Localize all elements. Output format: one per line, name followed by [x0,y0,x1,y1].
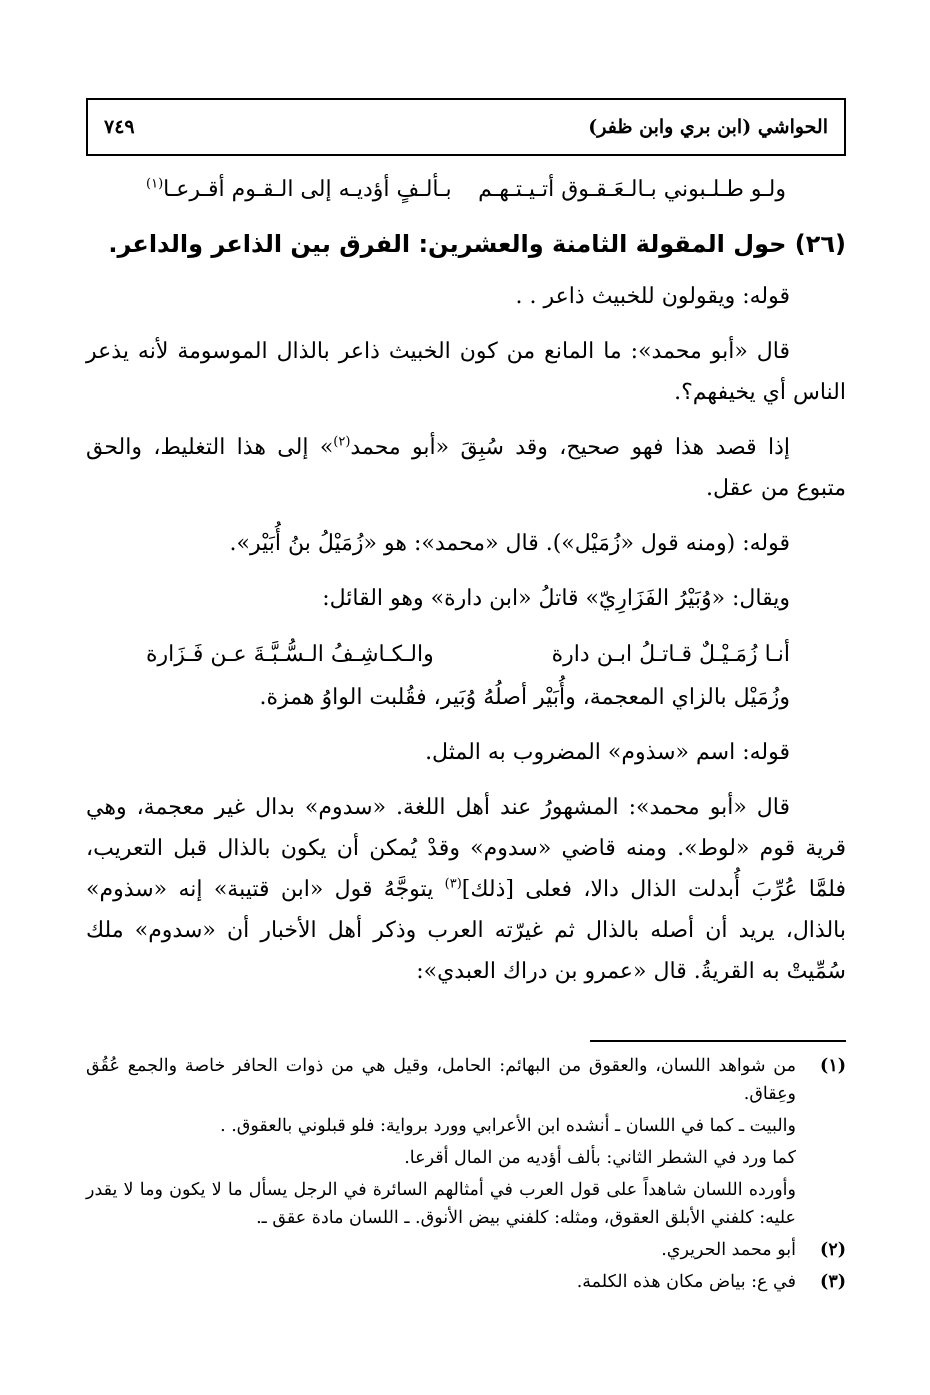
footnote-text: في ع: بياض مكان هذه الكلمة. [576,1272,796,1292]
paragraph-text: إذا قصد هذا فهو صحيح، وقد سُبِقَ «أبو محمد [350,435,790,460]
footnote-ref[interactable]: (٣) [444,876,462,892]
verse-first-hemistich: ولـو طـلـبوني بـالـعَـقـوق أتـيـتـهـم [478,176,786,202]
footnote-text: كما ورد في الشطر الثاني: بألف أؤديه من المال أقرعا. [404,1148,796,1168]
page-header [86,98,846,156]
main-text [86,160,846,1006]
verse-line [86,633,846,677]
verse-first-hemistich: أنـا زُمَـيْـلٌ قـاتـلُ ابـن دارة [551,642,790,667]
footnote-number: (٣) [820,1272,846,1292]
paragraph: قوله: ويقولون للخبيث ذاعر . . [515,284,790,309]
page-number: ٧٤٩ [104,116,135,138]
paragraph: قال «أبو محمد»: ما المانع من كون الخبيث ذاعر بالذال الموسومة لأنه يذعر الناس أي يخيفهم؟. [86,339,846,405]
footnote-number: (٢) [820,1240,846,1260]
footnote-separator [590,1040,846,1042]
footnote [86,1052,846,1108]
verse-second-text: بـألـفٍ أؤديـه إلى الـقـوم أقـرعـا [163,176,452,202]
paragraph: ويقال: «وُبَيْرُ الفَزَارِيّ» قاتلُ «ابن دارة» وهو القائل: [322,586,790,611]
footnote-text: من شواهد اللسان، والعقوق من البهائم: الحامل، وقيل هي من ذوات الحافر خاصة والجمع عُقُق وعِقاق. [86,1056,796,1104]
footnote [86,1236,846,1264]
footnote-ref[interactable]: (١) [146,176,164,192]
verse-second-hemistich: والـكـاشِـفُ الـسُّـبَّـةَ عـن فَـزَارة [146,642,434,667]
footnote-text: والبيت ـ كما في اللسان ـ أنشده ابن الأعرابي وورد برواية: فلو قبلوني بالعقوق. . [220,1116,796,1136]
footnote-text: وأورده اللسان شاهداً على قول العرب في أمثالهم السائرة في الرجل يسأل ما لا يكون وما لا يقدر عليه: كلفني الأبلق العقوق، ومثله: كلفني بيض الأنوق. ـ اللسان مادة عقق ـ. [86,1180,796,1228]
paragraph: وزُمَيْل بالزاي المعجمة، وأُبَيْر أصلُهُ وُبَير، فقُلبت الواوُ همزة. [259,685,790,710]
paragraph: قوله: (ومنه قول «زُمَيْل»). قال «محمد»: هو «زُمَيْلُ بنُ أُبَيْر». [229,531,790,556]
paragraph [86,427,846,509]
footnotes [86,1052,846,1300]
verse-line [86,160,846,218]
paragraph-text: يتوجَّهُ قول «ابن قتيبة» إنه «سذوم» بالذال، يريد أن أصله بالذال ثم غيرّته العرب وذكر أهل الأخبار أن «سدوم» ملك سُمِّيتْ به القريةُ. قال «عمرو بن دراك العبدي»: [86,877,846,984]
verse-second-hemistich [146,169,452,210]
footnote [86,1268,846,1296]
paragraph-text: قال «أبو محمد»: المشهورُ عند أهل اللغة. «سدوم» بدال غير معجمة، وهي قرية قوم «لوط». ومنه قاضي «سدوم» وقدْ يُمكن أن يكون بالذال قبل التعريب، فلمَّا عُرِّبَ أُبدلت الذال دالا، فعلى [ذلك] [86,795,846,902]
paragraph-text: » إلى هذا التغليط، والحق متبوع من عقل. [86,435,846,501]
paragraph [86,787,846,992]
section-heading: (٢٦) حول المقولة الثامنة والعشرين: الفرق بين الذاعر والداعر. [108,230,846,258]
paragraph: قوله: اسم «سذوم» المضروب به المثل. [425,740,790,765]
footnote-ref[interactable]: (٢) [333,434,351,450]
running-title: الحواشي (ابن بري وابن ظفر) [588,116,828,138]
footnote-number: (١) [820,1056,846,1076]
footnote-text: أبو محمد الحريري. [661,1240,796,1260]
